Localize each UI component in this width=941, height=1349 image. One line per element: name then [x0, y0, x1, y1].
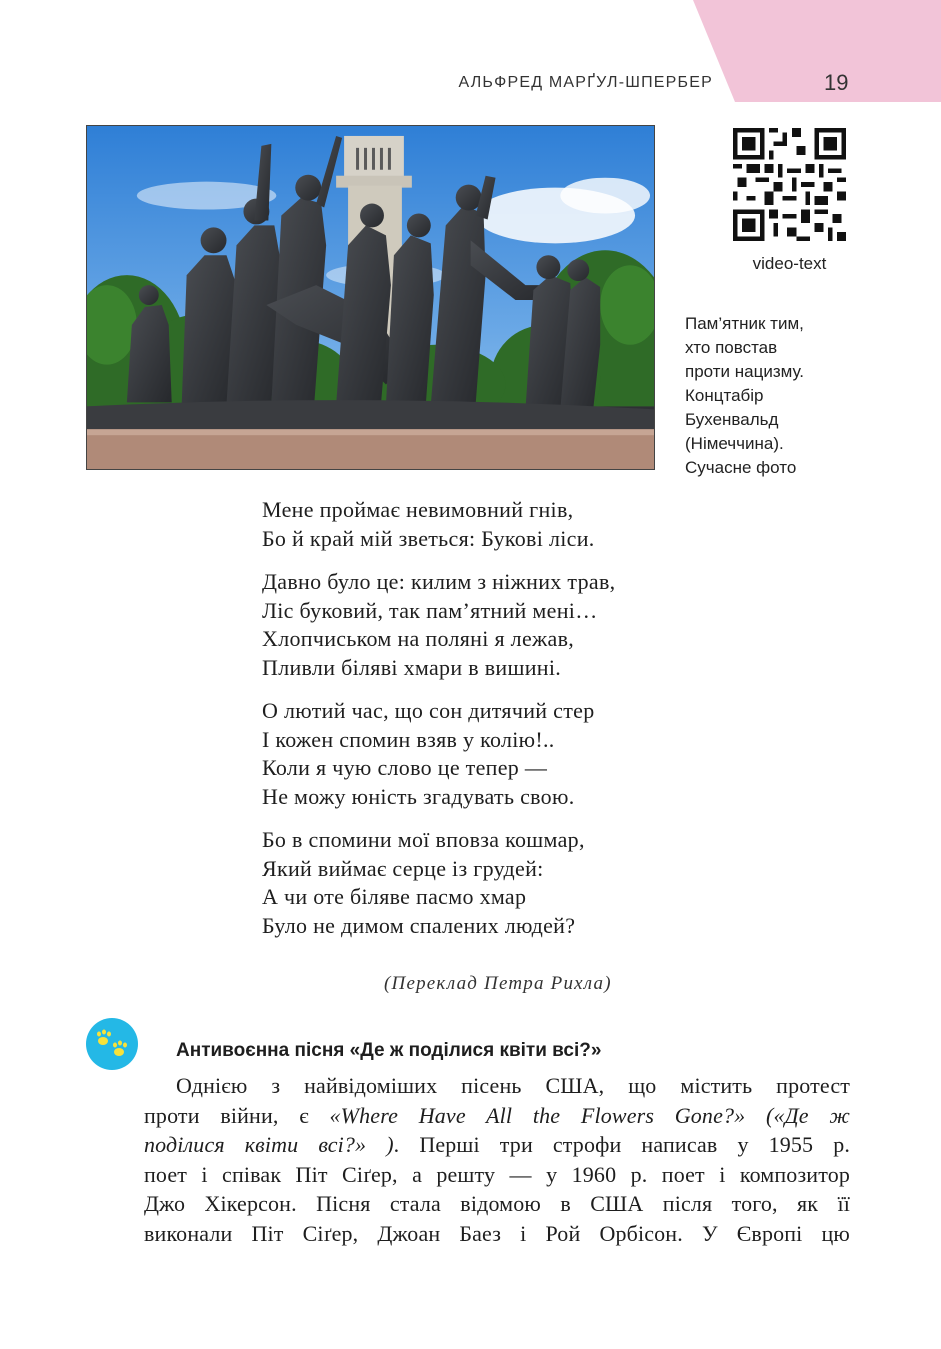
poem: [262, 496, 732, 955]
poem-line: Було не димом спалених людей?: [262, 912, 576, 938]
poem-line: Який виймає серце із грудей:: [262, 855, 544, 881]
paragraph-line: поет і співак Піт Сіґер, а решту — у 1960 р. поет і композитор: [144, 1161, 850, 1187]
poem-line: І кожен спомин взяв у колію!..: [262, 726, 555, 752]
paragraph-line: Однією з найвідоміших пісень США, що містить протест: [176, 1073, 850, 1098]
qr-label: video-text: [752, 254, 827, 273]
caption-line: проти нацизму.: [685, 362, 805, 381]
poem-line: Мене проймає невимовний гнів,: [262, 497, 574, 522]
qr-code[interactable]: [733, 128, 846, 241]
paw-icon: [86, 1018, 138, 1070]
translation-note: (Переклад Петра Рихла): [384, 973, 612, 994]
caption-line: (Німеччина).: [685, 434, 784, 453]
poem-line: Давно було це: килим з ніжних трав,: [262, 569, 616, 594]
poem-stanza: [262, 496, 732, 553]
poem-stanza: [262, 568, 732, 682]
paragraph-line: Джо Хікерсон. Пісня стала відомою в США після того, як її: [144, 1191, 850, 1216]
caption-line: Пам’ятник тим,: [685, 314, 804, 333]
paragraph-line: [144, 1101, 850, 1131]
caption-line: Сучасне фото: [685, 458, 797, 477]
text-run: . Перші три строфи написав у 1955 р.: [393, 1132, 850, 1157]
poem-line: Коли я чую слово це тепер —: [262, 755, 548, 780]
body-paragraph: [144, 1071, 850, 1248]
caption-line: Концтабір: [685, 386, 764, 405]
text-run: проти війни, є: [144, 1102, 330, 1128]
poem-line: Бо в спомини мої вповза кошмар,: [262, 827, 585, 852]
poem-line: А чи оте біляве пасмо хмар: [262, 884, 527, 909]
page-corner-tab: [693, 0, 941, 102]
photo-caption: [685, 312, 845, 480]
paragraph-line: [144, 1130, 850, 1160]
poem-line: Не можу юність згадувать свою.: [262, 783, 575, 809]
poem-line: Бо й край мій зветься: Букові ліси.: [262, 525, 595, 551]
caption-line: хто повстав: [685, 338, 778, 357]
song-title-italic: «Where Have All the Flowers Gone?» («Де ж: [329, 1102, 850, 1128]
poem-line: Хлопчиськом на поляні я лежав,: [262, 626, 575, 651]
running-title: АЛЬФРЕД МАРҐУЛ-ШПЕРБЕР: [458, 74, 713, 91]
paragraph-line: виконали Піт Сіґер, Джоан Баез і Рой Орбісон. У Європі цю: [144, 1220, 850, 1246]
poem-line: Ліс буковий, так пам’ятний мені…: [262, 597, 598, 623]
poem-stanza: [262, 697, 732, 811]
page-number: 19: [824, 70, 849, 95]
buchenwald-memorial-photo: [86, 125, 655, 470]
section-title: Антивоєнна пісня «Де ж поділися квіти всі?»: [176, 1040, 602, 1061]
poem-line: Пливли біляві хмари в вишині.: [262, 654, 562, 680]
poem-line: О лютий час, що сон дитячий стер: [262, 698, 595, 723]
caption-line: Бухенвальд: [685, 410, 779, 429]
poem-stanza: [262, 826, 732, 940]
song-title-italic: поділися квіти всі?» ): [144, 1132, 394, 1157]
